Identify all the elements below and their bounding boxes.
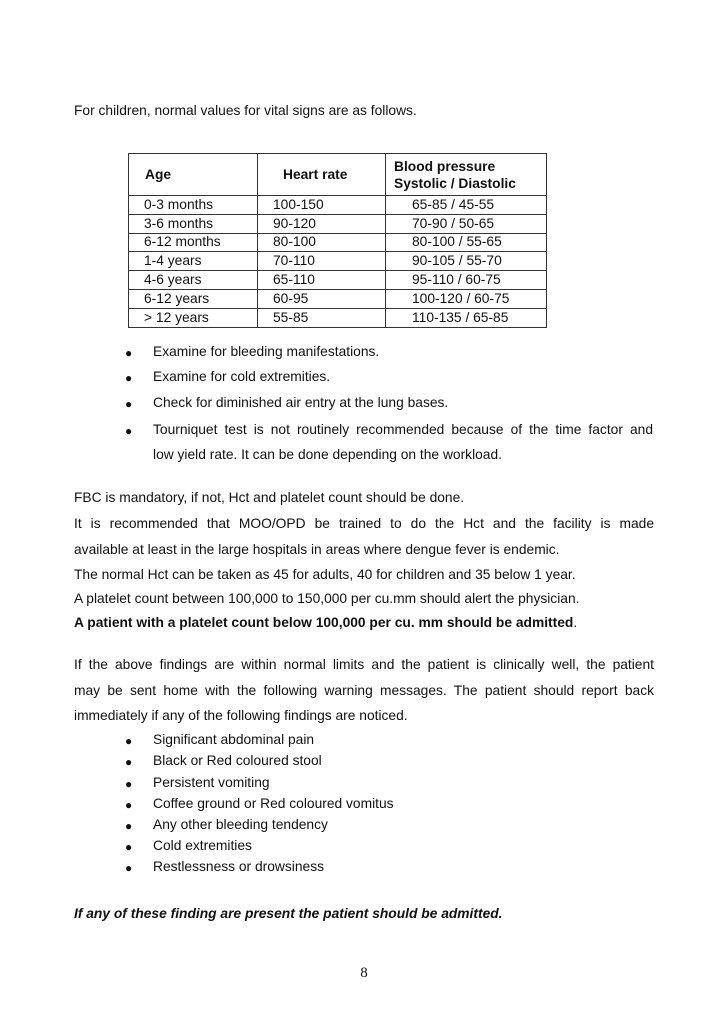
bullet-icon: ● (125, 861, 133, 875)
cell-age: 6-12 months (129, 233, 258, 252)
fbc-paragraph: FBC is mandatory, if not, Hct and platelet count should be done. (74, 490, 465, 505)
hct-paragraph: The normal Hct can be taken as 45 for adults, 40 for children and 35 below 1 year. (74, 567, 576, 582)
cell-heart-rate: 55-85 (258, 308, 386, 327)
table-row (129, 196, 547, 215)
table-row (129, 289, 547, 308)
admit-paragraph (74, 613, 654, 632)
bullet-icon: ● (125, 798, 133, 812)
cell-blood-pressure: 100-120 / 60-75 (386, 289, 547, 308)
table-row (129, 271, 547, 290)
admit-bold-text: A patient with a platelet count below 100,000 per cu. mm should be admitted (74, 615, 574, 630)
table-row (129, 233, 547, 252)
header-bp-line1: Blood pressure (394, 158, 496, 174)
home-line-3: immediately if any of the following findings are noticed. (74, 708, 408, 723)
header-heart-rate: Heart rate (258, 154, 386, 196)
list-item: Check for diminished air entry at the lung bases. (153, 395, 449, 410)
cell-age: 4-6 years (129, 271, 258, 290)
table-header-row (129, 154, 547, 196)
cell-blood-pressure: 110-135 / 65-85 (386, 308, 547, 327)
recommendation-line-2: available at least in the large hospitals in areas where dengue fever is endemic. (74, 542, 560, 557)
bullet-icon: ● (125, 819, 133, 833)
cell-age: 6-12 years (129, 289, 258, 308)
home-line-2: may be sent home with the following warning messages. The patient should report back (74, 683, 654, 698)
recommendation-line-1: It is recommended that MOO/OPD be trained to do the Hct and the facility is made (74, 516, 654, 531)
intro-text: For children, normal values for vital signs are as follows. (74, 103, 417, 118)
cell-heart-rate: 100-150 (258, 196, 386, 215)
table-row (129, 308, 547, 327)
cell-blood-pressure: 65-85 / 45-55 (386, 196, 547, 215)
warning-item: Restlessness or drowsiness (153, 859, 324, 874)
list-item-continuation: low yield rate. It can be done depending on the workload. (153, 447, 502, 462)
cell-age: 1-4 years (129, 252, 258, 271)
warning-item: Cold extremities (153, 838, 252, 853)
page-number: 8 (360, 965, 368, 981)
cell-heart-rate: 70-110 (258, 252, 386, 271)
cell-age: > 12 years (129, 308, 258, 327)
warning-item: Black or Red coloured stool (153, 753, 322, 768)
cell-heart-rate: 80-100 (258, 233, 386, 252)
warning-item: Any other bleeding tendency (153, 817, 328, 832)
table-row (129, 252, 547, 271)
bullet-icon: ● (125, 424, 133, 438)
bullet-icon: ● (125, 777, 133, 791)
cell-blood-pressure: 95-110 / 60-75 (386, 271, 547, 290)
cell-age: 0-3 months (129, 196, 258, 215)
bullet-icon: ● (125, 371, 133, 385)
bullet-icon: ● (125, 397, 133, 411)
bullet-icon: ● (125, 755, 133, 769)
list-item: Tourniquet test is not routinely recommended because of the time factor and (153, 422, 653, 437)
cell-blood-pressure: 70-90 / 50-65 (386, 214, 547, 233)
warning-item: Significant abdominal pain (153, 732, 315, 747)
vital-signs-table (128, 153, 547, 328)
bullet-icon: ● (125, 734, 133, 748)
warning-item: Persistent vomiting (153, 775, 270, 790)
closing-statement: If any of these finding are present the patient should be admitted. (74, 906, 503, 921)
admit-period: . (573, 615, 578, 630)
bullet-icon: ● (125, 346, 133, 360)
warning-item: Coffee ground or Red coloured vomitus (153, 796, 394, 811)
header-age: Age (129, 154, 258, 196)
header-blood-pressure (386, 154, 547, 196)
cell-heart-rate: 90-120 (258, 214, 386, 233)
home-line-1: If the above findings are within normal limits and the patient is clinically well, the patient (74, 657, 654, 672)
list-item: Examine for bleeding manifestations. (153, 344, 380, 359)
list-item: Examine for cold extremities. (153, 369, 331, 384)
platelet-paragraph: A platelet count between 100,000 to 150,000 per cu.mm should alert the physician. (74, 591, 580, 606)
cell-age: 3-6 months (129, 214, 258, 233)
cell-blood-pressure: 90-105 / 55-70 (386, 252, 547, 271)
cell-heart-rate: 65-110 (258, 271, 386, 290)
cell-heart-rate: 60-95 (258, 289, 386, 308)
table-row (129, 214, 547, 233)
header-bp-line2: Systolic / Diastolic (394, 175, 516, 191)
cell-blood-pressure: 80-100 / 55-65 (386, 233, 547, 252)
bullet-icon: ● (125, 840, 133, 854)
